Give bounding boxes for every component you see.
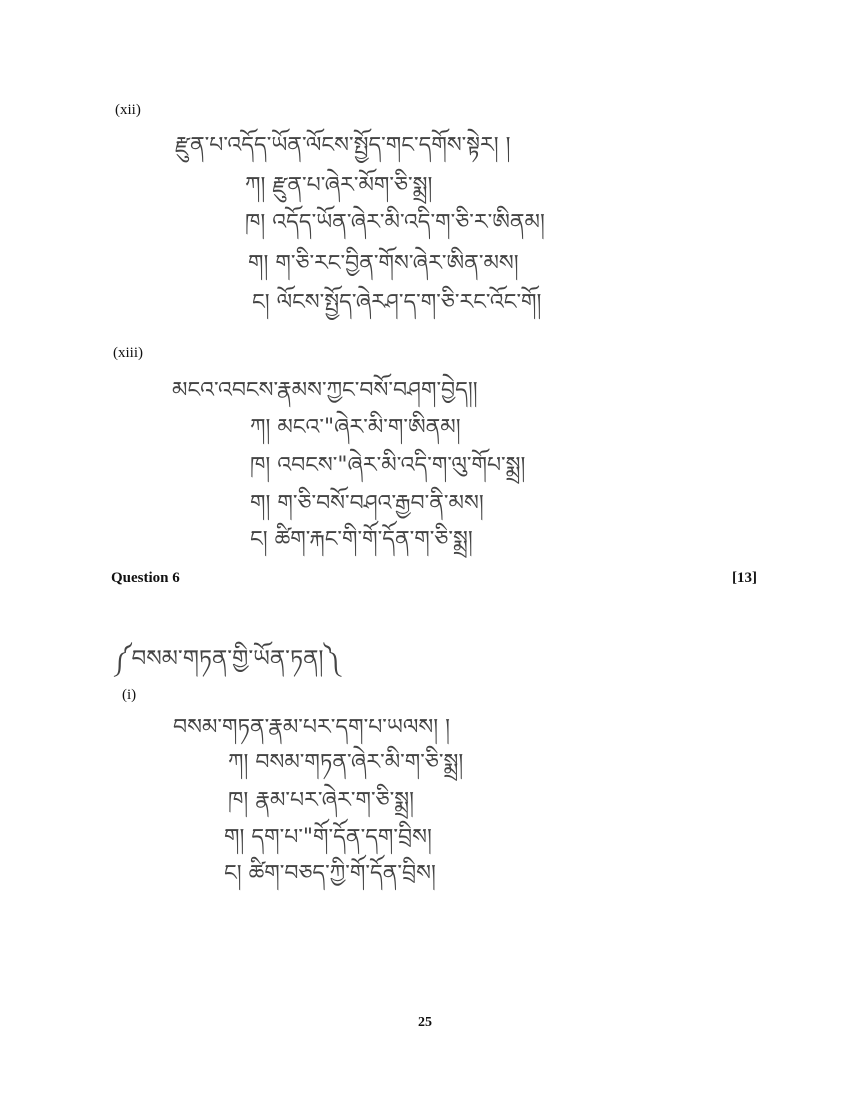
question-stem: མངའ་འབངས་རྣམས་ཀྱང་བསོ་བཤག་བྱེད།། xyxy=(172,378,478,403)
section-header: ༼བསམ་གཏན་གྱི་ཡོན་ཏན།༽ xyxy=(113,646,340,672)
option-ka: ཀ། མངའ་"ཞེར་མི་ག་ཨིནམ། xyxy=(250,415,461,440)
option-ka: ཀ། རྫུན་པ་ཞེར་མོག་ཅི་སྨྲ། xyxy=(245,173,433,198)
page-number: 25 xyxy=(418,1015,432,1030)
option-nga: ང། ཚིག་བཅད་ཀྱི་གོ་དོན་བྲིས། xyxy=(224,861,436,886)
option-ga: ག། ག་ཅི་བསོ་བཤའ་རྒྱབ་ནི་མས། xyxy=(250,491,484,516)
option-ga: ག། ག་ཅི་རང་བྱིན་གོས་ཞེར་ཨིན་མས། xyxy=(248,251,519,276)
option-kha: ཁ། འབངས་"ཞེར་མི་འདི་ག་ལུ་གོཔ་སྨྲ། xyxy=(250,453,526,478)
option-nga: ང། ཚིག་རྐང་གི་གོ་དོན་ག་ཅི་སྨྲ། xyxy=(250,527,473,552)
question-number: (xiii) xyxy=(113,345,143,361)
option-ka: ཀ། བསམ་གཏན་ཞེར་མི་ག་ཅི་སྨྲ། xyxy=(228,750,464,775)
marks-label: [13] xyxy=(732,570,757,586)
question-label: Question 6 xyxy=(111,570,180,586)
option-kha: ཁ། རྣམ་པར་ཞེར་ག་ཅི་སྨྲ། xyxy=(228,788,414,813)
question-stem: བསམ་གཏན་རྣམ་པར་དག་པ་ཡལས། ། xyxy=(173,715,451,740)
option-kha: ཁ། འདོད་ཡོན་ཞེར་མི་འདི་ག་ཅི་ར་ཨིནམ། xyxy=(245,210,545,235)
question-number: (i) xyxy=(122,687,137,703)
option-nga: ང། ལོངས་སྤྱོད་ཞེརཤ་ད་ག་ཅི་རང་འོང་གོ། xyxy=(252,290,542,315)
question-number: (xii) xyxy=(115,102,141,118)
option-ga: ག། དག་པ་"གོ་དོན་དག་བྲིས། xyxy=(224,825,432,850)
question-stem: རྫུན་པ་འདོད་ཡོན་ལོངས་སྤྱོད་གང་དགོས་སྟེར། ། xyxy=(175,133,511,158)
